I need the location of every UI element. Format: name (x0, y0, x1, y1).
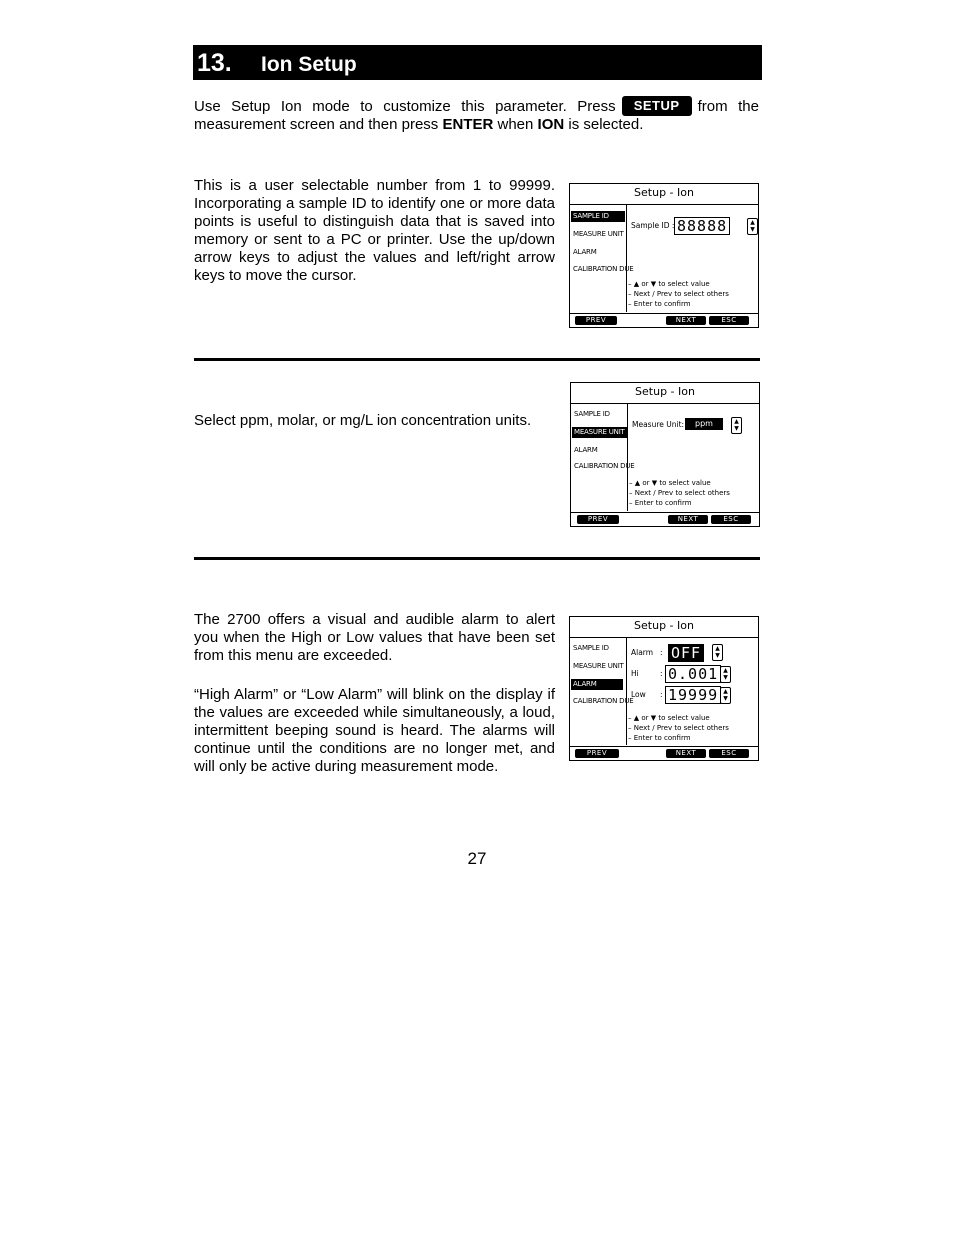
intro-text-before: Use Setup Ion mode to customize this parameter. Press (194, 98, 616, 115)
up-down-icon: ▲ ▼ (712, 644, 723, 661)
menu-item-sample-id: SAMPLE ID (571, 211, 625, 222)
screen-content (629, 404, 759, 511)
hint-next-prev: – Next / Prev to select others (629, 489, 730, 497)
screen-title: Setup - Ion (570, 617, 758, 638)
menu-item-calibration-due: CALIBRATION DUE (574, 462, 635, 470)
prev-button: PREV (575, 316, 617, 325)
section-divider (194, 358, 760, 361)
alarm-value: OFF (668, 644, 704, 662)
enter-keyword: ENTER (442, 116, 494, 133)
next-button: NEXT (666, 749, 706, 758)
screen-menu (570, 638, 634, 745)
intro-end: is selected. (568, 116, 644, 133)
low-value: 19999 (665, 686, 721, 704)
screen-title: Setup - Ion (570, 184, 758, 205)
menu-item-sample-id: SAMPLE ID (573, 644, 609, 652)
menu-item-alarm: ALARM (571, 679, 623, 690)
hint-next-prev: – Next / Prev to select others (628, 290, 729, 298)
sample-id-value: 88888 (674, 217, 730, 235)
alarm-label: Alarm (631, 648, 654, 657)
alarm-description: The 2700 offers a visual and audible alarm to alert you when the High or Low values that have been set from this menu are exceeded. (194, 611, 555, 664)
measure-unit-screen (570, 382, 760, 527)
menu-item-calibration-due: CALIBRATION DUE (573, 265, 634, 273)
ion-keyword: ION (537, 116, 565, 133)
up-down-icon: ▲ ▼ (720, 666, 731, 683)
hi-value: 0.001 (665, 665, 721, 683)
screen-hints (628, 279, 729, 309)
sample-id-description: This is a user selectable number from 1 to 99999. Incorporating a sample ID to identify one or more data points is useful to distinguish data that is saved into memory or sent to a PC or printer. Use the up/down arrow keys to adjust the values and left/right arrow keys to move the cursor. (194, 177, 555, 284)
next-button: NEXT (668, 515, 708, 524)
intro-text-after: from the measurement screen and then press (194, 98, 759, 133)
prev-button: PREV (575, 749, 619, 758)
hint-select: – ▲ or ▼ to select value (629, 479, 711, 487)
page-number: 27 (467, 849, 487, 868)
esc-button: ESC (709, 749, 749, 758)
measure-unit-label: Measure Unit: (632, 420, 685, 429)
hint-confirm: – Enter to confirm (629, 499, 692, 507)
hint-confirm: – Enter to confirm (628, 300, 691, 308)
screen-content (628, 638, 758, 745)
prev-button: PREV (577, 515, 619, 524)
alarm-screen (569, 616, 759, 761)
hint-confirm: – Enter to confirm (628, 734, 691, 742)
menu-item-sample-id: SAMPLE ID (574, 410, 610, 418)
menu-item-calibration-due: CALIBRATION DUE (573, 697, 634, 705)
menu-item-measure-unit: MEASURE UNIT (573, 662, 624, 670)
screen-content (628, 205, 758, 312)
alarm-colon: : (660, 648, 663, 657)
measure-unit-value: ppm (685, 418, 723, 430)
screen-menu (571, 404, 635, 511)
screen-footer (570, 746, 758, 760)
up-down-icon: ▲ ▼ (720, 687, 731, 704)
screen-footer (570, 313, 758, 327)
low-label: Low (631, 690, 646, 699)
hint-next-prev: – Next / Prev to select others (628, 724, 729, 732)
hi-colon: : (660, 669, 663, 678)
intro-paragraph (194, 96, 759, 134)
setup-key-icon: SETUP (622, 96, 692, 116)
up-down-icon: ▲ ▼ (731, 417, 742, 434)
hi-label: Hi (631, 669, 639, 678)
low-colon: : (660, 690, 663, 699)
hint-select: – ▲ or ▼ to select value (628, 280, 710, 288)
section-number: 13. (197, 49, 232, 77)
section-title: Ion Setup (261, 53, 357, 76)
menu-item-alarm: ALARM (574, 446, 598, 454)
next-button: NEXT (666, 316, 706, 325)
alarm-blink-description: “High Alarm” or “Low Alarm” will blink on the display if the values are exceeded while simultaneously, a loud, intermittent beeping sound is heard. The alarms will continue until the conditions are no longer met, and will only be active during measurement mode. (194, 686, 555, 775)
screen-hints (629, 478, 730, 508)
menu-item-alarm: ALARM (573, 248, 597, 256)
intro-when: when (497, 116, 534, 133)
measure-unit-description: Select ppm, molar, or mg/L ion concentration units. (194, 412, 532, 429)
up-down-icon: ▲ ▼ (747, 218, 758, 235)
sample-id-label: Sample ID : (631, 221, 675, 230)
screen-title: Setup - Ion (571, 383, 759, 404)
hint-select: – ▲ or ▼ to select value (628, 714, 710, 722)
menu-item-measure-unit: MEASURE UNIT (573, 230, 624, 238)
screen-menu (570, 205, 634, 312)
section-header (193, 45, 762, 80)
sample-id-screen (569, 183, 759, 328)
screen-hints (628, 713, 729, 743)
screen-footer (571, 512, 759, 526)
esc-button: ESC (709, 316, 749, 325)
esc-button: ESC (711, 515, 751, 524)
menu-item-measure-unit: MEASURE UNIT (574, 428, 625, 436)
section-divider (194, 557, 760, 560)
